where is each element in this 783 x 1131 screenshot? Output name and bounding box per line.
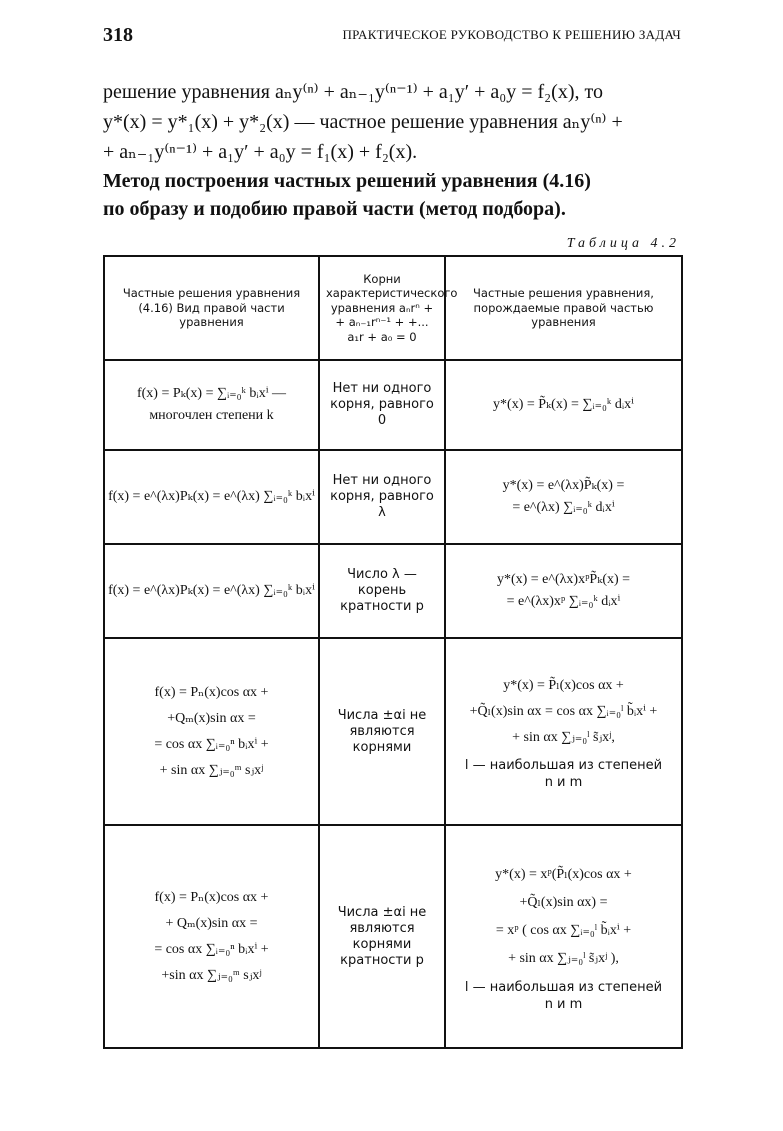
rhs-cell: [104, 360, 319, 450]
roots-cell: [319, 360, 445, 450]
section-heading-line: по образу и подобию правой части (метод подбора).: [103, 198, 566, 220]
section-heading-line: Метод построения частных решений уравнения (4.16): [103, 170, 591, 192]
rhs-cell: [104, 638, 319, 825]
degree-note: l — наибольшая из степеней n и m: [464, 757, 663, 790]
solution-cell: [445, 450, 682, 544]
formula-line: f(x) = e^(λx)Pₖ(x) = e^(λx) ∑ᵢ₌₀ᵏ bᵢxⁱ: [108, 583, 315, 598]
header-roots: Корни характеристического уравнения aₙrⁿ + + aₙ₋₁rⁿ⁻¹ + +... a₁r + a₀ = 0: [319, 256, 445, 360]
formula-line: f(x) = Pₙ(x)cos αx +: [154, 684, 269, 700]
formula-line: f(x) = Pₙ(x)cos αx +: [154, 889, 269, 905]
roots-text: Нет ни одного корня, равного 0: [330, 381, 434, 428]
formula-line: f(x) = e^(λx)Pₖ(x) = e^(λx) ∑ᵢ₌₀ᵏ bᵢxⁱ: [108, 489, 315, 504]
solution-cell: [445, 825, 682, 1048]
paragraph-line: y*(x) = y*₁(x) + y*₂(x) — частное решение уравнения aₙy⁽ⁿ⁾ +: [103, 111, 623, 133]
solution-cell: [445, 544, 682, 638]
formula-line: y*(x) = xᵖ(P̃ₗ(x)cos αx +: [495, 866, 632, 882]
roots-text: Числа ±αi не являются корнями: [337, 707, 427, 755]
paragraph-line: решение уравнения aₙy⁽ⁿ⁾ + aₙ₋₁y⁽ⁿ⁻¹⁾ + a₁y′ + a₀y = f₂(x), то: [103, 81, 603, 103]
rhs-cell: [104, 450, 319, 544]
formula-line: y*(x) = P̃ₗ(x)cos αx +: [503, 677, 624, 693]
method-table: [103, 255, 683, 1049]
formula-line: + sin αx ∑ⱼ₌₀ᵐ sⱼxʲ: [159, 762, 264, 778]
roots-text: Число λ — корень кратности p: [340, 567, 424, 614]
table-header-row: [104, 256, 682, 360]
formula-line: + Qₘ(x)sin αx =: [165, 915, 258, 931]
table-row: [104, 825, 682, 1048]
formula-line: y*(x) = e^(λx)P̃ₖ(x) =: [502, 478, 625, 493]
formula-line: = e^(λx)xᵖ ∑ᵢ₌₀ᵏ dᵢxⁱ: [506, 594, 621, 609]
section-heading: [103, 167, 683, 223]
formula-line: +Q̃ₗ(x)sin αx = cos αx ∑ᵢ₌₀ˡ b̃ᵢxⁱ +: [469, 703, 658, 719]
rhs-cell: [104, 544, 319, 638]
header-rhs: Частные решения уравнения (4.16) Вид правой части уравнения: [104, 256, 319, 360]
formula-line: = e^(λx) ∑ᵢ₌₀ᵏ dᵢxⁱ: [512, 500, 615, 515]
table-row: [104, 638, 682, 825]
running-head: ПРАКТИЧЕСКОЕ РУКОВОДСТВО К РЕШЕНИЮ ЗАДАЧ: [342, 27, 681, 42]
formula-line: +Qₘ(x)sin αx =: [167, 710, 256, 726]
body-paragraph: [103, 77, 683, 167]
page-number: 318: [103, 24, 133, 46]
page-header: [103, 24, 681, 46]
degree-note: l — наибольшая из степеней n и m: [464, 979, 663, 1012]
table-row: [104, 360, 682, 450]
roots-text: Нет ни одного корня, равного λ: [330, 473, 434, 520]
roots-cell: [319, 825, 445, 1048]
roots-cell: [319, 450, 445, 544]
header-solution: Частные решения уравнения, порождаемые правой частью уравнения: [445, 256, 682, 360]
roots-text: Числа ±αi не являются корнями кратности p: [337, 904, 427, 968]
table-row: [104, 450, 682, 544]
formula-line: + sin αx ∑ⱼ₌₀ˡ s̃ⱼxʲ ),: [508, 950, 619, 966]
formula-line: y*(x) = P̃ₖ(x) = ∑ᵢ₌₀ᵏ dᵢxⁱ: [493, 397, 634, 412]
paragraph-line: + aₙ₋₁y⁽ⁿ⁻¹⁾ + a₁y′ + a₀y = f₁(x) + f₂(x).: [103, 141, 418, 163]
table-caption: Таблица 4.2: [566, 236, 680, 251]
formula-line: +Q̃ₗ(x)sin αx) =: [519, 894, 608, 910]
formula-line: +sin αx ∑ⱼ₌₀ᵐ sⱼxʲ: [161, 967, 262, 983]
solution-cell: [445, 360, 682, 450]
formula-line: = xᵖ ( cos αx ∑ᵢ₌₀ˡ b̃ᵢxⁱ +: [495, 922, 632, 938]
formula-line: многочлен степени k: [149, 408, 274, 423]
rhs-cell: [104, 825, 319, 1048]
table-row: [104, 544, 682, 638]
solution-cell: [445, 638, 682, 825]
formula-line: = cos αx ∑ᵢ₌₀ⁿ bᵢxⁱ +: [154, 736, 269, 752]
formula-line: = cos αx ∑ᵢ₌₀ⁿ bᵢxⁱ +: [154, 941, 269, 957]
formula-line: f(x) = Pₖ(x) = ∑ᵢ₌₀ᵏ bᵢxⁱ —: [136, 386, 287, 401]
roots-cell: [319, 638, 445, 825]
roots-cell: [319, 544, 445, 638]
formula-line: y*(x) = e^(λx)xᵖP̃ₖ(x) =: [496, 572, 631, 587]
formula-line: + sin αx ∑ⱼ₌₀ˡ s̃ⱼxʲ,: [512, 729, 615, 745]
